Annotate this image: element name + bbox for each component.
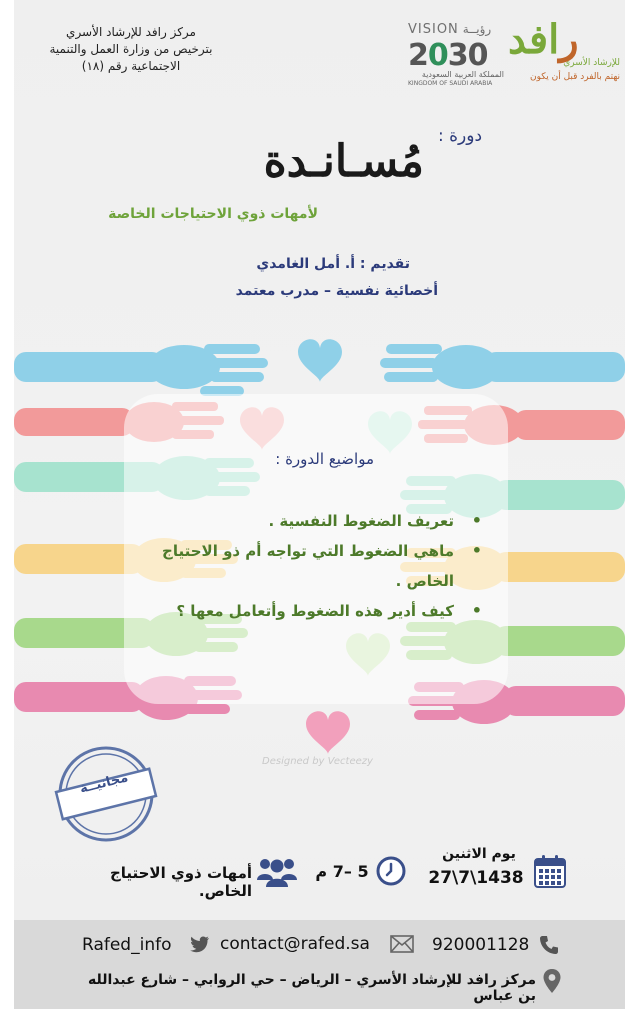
vision-word: VISION	[408, 22, 459, 37]
contact-email[interactable]: contact@rafed.sa	[220, 934, 370, 954]
topics-list	[154, 506, 476, 626]
contact-twitter[interactable]: Rafed_info	[82, 935, 172, 955]
license-note	[28, 24, 234, 75]
license-line-1: مركز رافد للإرشاد الأسري	[66, 25, 196, 39]
vision-kingdom-en: KINGDOM OF SAUDI ARABIA	[408, 80, 493, 87]
vision-word-ar: رؤيــة	[462, 22, 492, 36]
vision-digit-2: 2	[408, 38, 428, 73]
users-icon	[256, 854, 298, 888]
license-line-3: الاجتماعية رقم (١٨)	[81, 59, 181, 73]
list-item: • تعريف الضغوط النفسية .	[154, 506, 454, 536]
topics-label: مواضيع الدورة :	[275, 450, 374, 468]
heart-icon	[298, 339, 342, 382]
location-pin-icon	[542, 968, 562, 994]
mail-icon	[390, 934, 414, 954]
vision-kingdom-ar: المملكة العربية السعودية	[421, 70, 504, 79]
calendar-icon	[534, 854, 566, 888]
license-line-2: بترخيص من وزارة العمل والتنمية	[49, 42, 213, 56]
course-subtitle: لأمهات ذوي الاحتياجات الخاصة	[108, 206, 318, 222]
hand-icon	[14, 344, 268, 396]
designer-watermark: Designed by Vecteezy	[262, 756, 373, 767]
vision-digit-0: 0	[427, 38, 448, 73]
event-time: 5 –7 م	[315, 862, 369, 881]
rafed-logo-word: افد	[508, 16, 560, 63]
twitter-icon	[188, 935, 210, 955]
vision-2030-logo	[408, 22, 504, 86]
course-label: دورة :	[438, 126, 483, 146]
course-flyer	[14, 0, 625, 1009]
contact-address: مركز رافد للإرشاد الأسري – الرياض – حي الروابي – شارع عبدالله بن عباس	[88, 972, 536, 1004]
rafed-logo	[508, 12, 620, 86]
rafed-logo-tagline: نهتم بالفرد قبل أن يكون	[530, 72, 620, 82]
rafed-logo-subtitle: للإرشاد الأسري	[563, 58, 620, 68]
clock-icon	[376, 856, 406, 886]
contact-phone[interactable]: 920001128	[432, 935, 530, 955]
presenter-role: أخصائية نفسية – مدرب معتمد	[235, 283, 438, 299]
presenter-name: تقديم : أ. أمل الغامدي	[256, 256, 410, 272]
phone-icon	[538, 934, 560, 956]
target-audience: أمهات ذوي الاحتياج الخاص.	[109, 864, 252, 900]
heart-icon	[306, 711, 350, 754]
event-day: يوم الاثنين	[442, 846, 516, 862]
rafed-logo-letter: ر	[559, 16, 579, 63]
free-stamp-label: مجانيــة	[78, 770, 130, 797]
list-item: • ماهي الضغوط التي تواجه أم ذو الاحتياج الخاص .	[154, 536, 454, 596]
list-item: • كيف أدير هذه الضغوط وأتعامل معها ؟	[154, 596, 454, 626]
vision-digits-30: 30	[447, 38, 488, 73]
course-title: مُسـانـدة	[263, 136, 424, 187]
event-date: 27\7\1438	[428, 868, 524, 888]
hand-icon	[380, 344, 625, 389]
